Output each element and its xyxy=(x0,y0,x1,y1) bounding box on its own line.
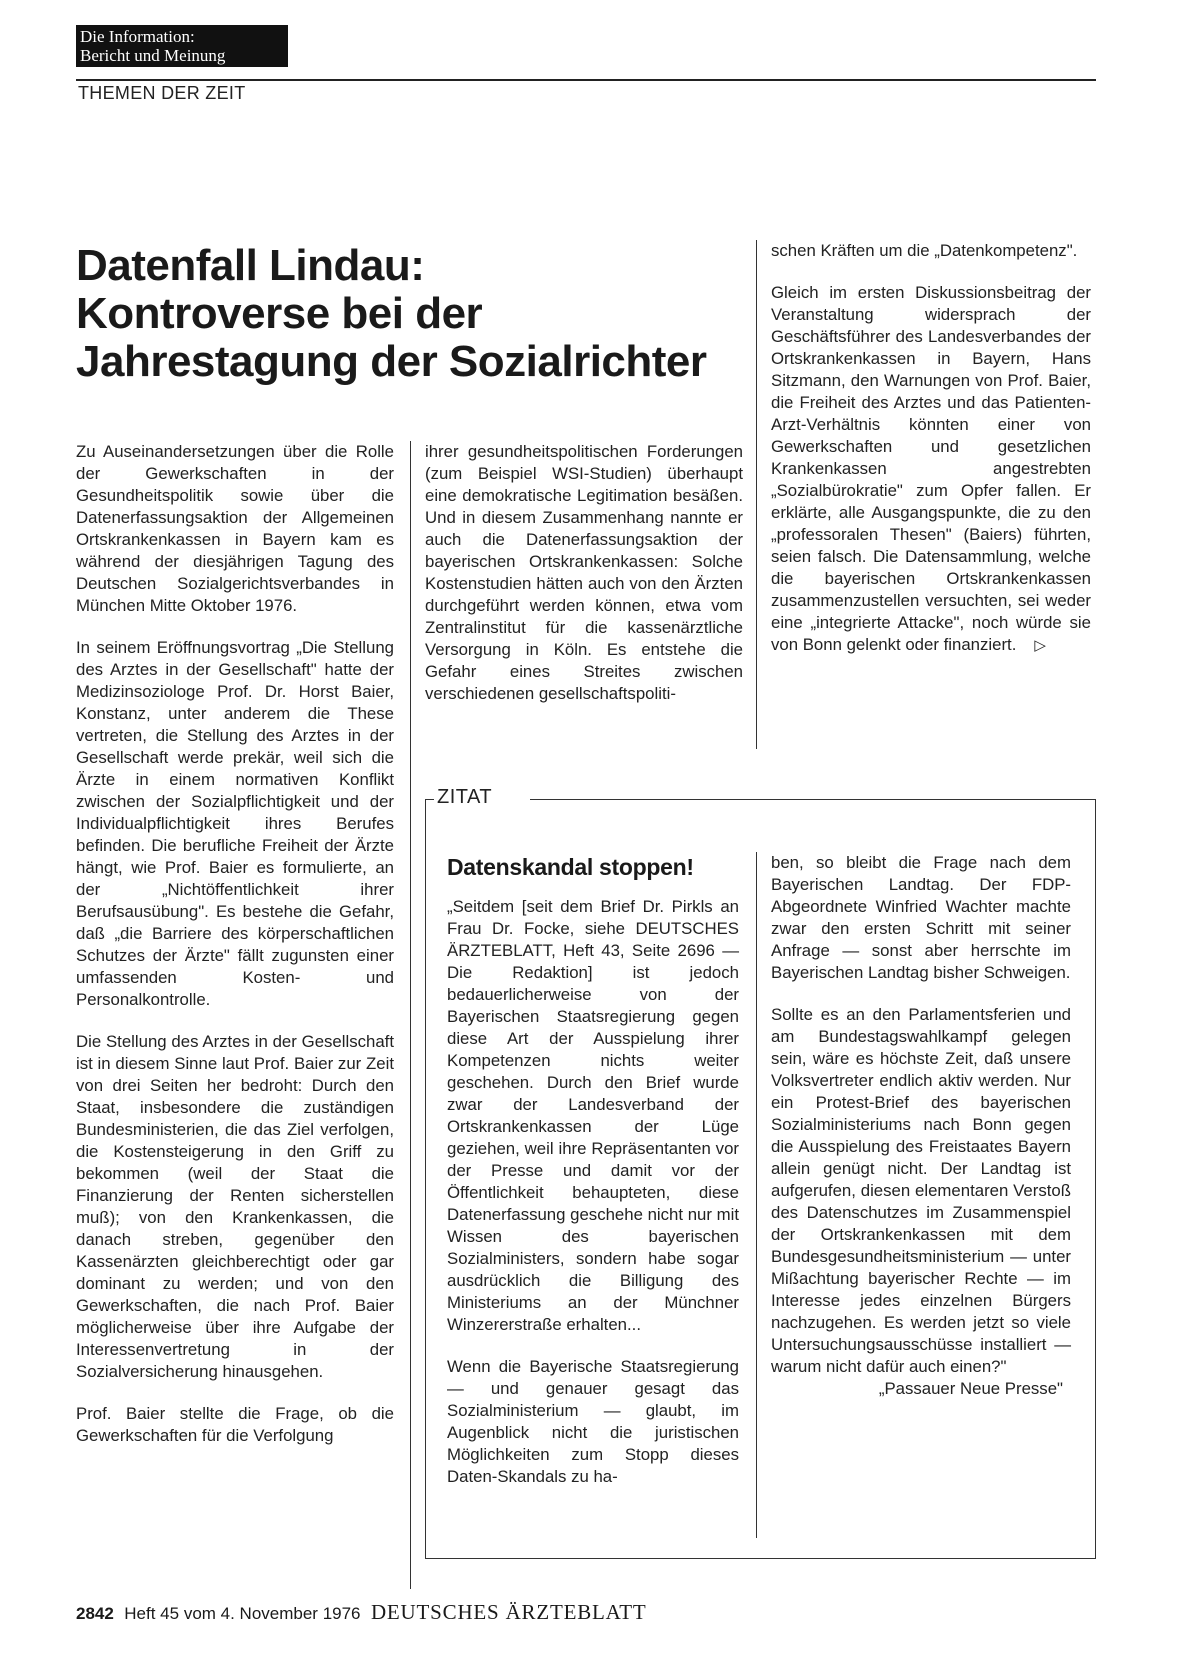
page-footer xyxy=(76,1600,647,1625)
paragraph: In seinem Eröffnungsvortrag „Die Stellung des Arztes in der Gesellschaft" hatte der Medizinsoziologe Prof. Dr. Horst Baier, Konstanz, unter anderem die These vertreten, die Stellung des Arztes in der Gesellschaft werde prekär, weil sich die Ärzte in einem normativen Konflikt zwischen der Sozialpflichtigkeit und der Individualpflichtigkeit ihres Berufes befinden. Die berufliche Freiheit der Ärzte hängt, wie Prof. Baier es formulierte, an der „Nichtöffentlichkeit ihrer Berufsausübung". Es bestehe die Gefahr, daß „die Barriere des körperschaftlichen Schutzes der Ärzte" fällt zugunsten einer umfassenden Kosten- und Personalkontrolle. xyxy=(76,638,394,1009)
paragraph: „Seitdem [seit dem Brief Dr. Pirkls an Frau Dr. Focke, siehe DEUTSCHES ÄRZTEBLATT, Heft 43, Seite 2696 — Die Redaktion] ist jedoch bedauerlicherweise von der Bayerischen Staatsregierung gegen diese Art der Ausspielung ihrer Kompetenzen nichts weiter geschehen. Durch den Brief wurde zwar der Landesverband der Ortskrankenkassen der Lüge geziehen, weil ihre Repräsentanten vor der Presse und damit vor der Öffentlichkeit behaupteten, diese Datenerfassung geschehe nicht nur mit Wissen des bayerischen Sozialministers, sondern habe sogar ausdrücklich die Billigung des Ministeriums an der Münchner Winzererstraße erhalten... xyxy=(447,897,739,1334)
column-divider xyxy=(756,240,757,749)
quote-box-top-rule xyxy=(425,799,434,800)
quote-source: „Passauer Neue Presse" xyxy=(878,1379,1063,1398)
badge-line-2: Bericht und Meinung xyxy=(80,46,226,65)
continue-arrow-icon: ▷ xyxy=(1034,637,1046,654)
paragraph-text: Gleich im ersten Diskussionsbeitrag der Veranstaltung widersprach der Geschäftsführer des Landesverbandes der Ortskrankenkassen in Bayern, Hans Sitzmann, den Warnungen von Prof. Baier, die Freiheit des Arztes und das Patienten-Arzt-Verhältnis könnten einer von Gewerkschaften und gesetzlichen Krankenkassen angestrebten „Sozialbürokratie" zum Opfer fallen. Er erklärte, alle Ausgangspunkte, die zu den „professoralen Thesen" (Baiers) führten, seien falsch. Die Datensammlung, welche die bayerischen Ortskrankenkassen zusammenzustellen versuchten, sei weder eine „integrierte Attacke", noch würde sie von Bonn gelenkt oder finanziert. xyxy=(771,283,1091,654)
page-number: 2842 xyxy=(76,1604,114,1623)
section-badge xyxy=(76,25,288,67)
column-divider xyxy=(756,852,757,1538)
headline-line-3: Jahrestagung der Sozialrichter xyxy=(76,337,707,386)
article-column-1 xyxy=(76,441,394,1447)
paragraph xyxy=(771,282,1091,657)
paragraph: Die Stellung des Arztes in der Gesellschaft ist in diesem Sinne laut Prof. Baier zur Zeit von drei Seiten her bedroht: Durch den Staat, insbesondere die zuständigen Bundesministerien, die das Ziel verfolgen, die Kostensteigerung in den Griff zu bekommen (weil der Staat die Finanzierung der Renten sicherstellen muß); von den Krankenkassen, die danach streben, gegenüber den Kassenärzten gleichberechtigt oder gar dominant zu werden; und von den Gewerkschaften, die nach Prof. Baier möglicherweise über ihre Aufgabe der Interessenvertretung in der Sozialversicherung hinausgehen. xyxy=(76,1032,394,1381)
paragraph: Wenn die Bayerische Staatsregierung — und genauer gesagt das Sozialministerium — glaubt, im Augenblick nicht die juristischen Möglichkeiten zum Stopp dieses Daten-Skandals zu ha- xyxy=(447,1357,739,1486)
paragraph: Sollte es an den Parlamentsferien und am Bundestagswahlkampf gelegen sein, wäre es höchste Zeit, daß unsere Volksvertreter endlich aktiv werden. Nur ein Protest-Brief des bayerischen Sozialministeriums nach Bonn gegen die Ausspielung des Freistaates Bayern allein genügt nicht. Der Landtag ist aufgerufen, diesen elementaren Verstoß des Datenschutzes im Zusammenspiel der Ortskrankenkassen mit dem Bundesgesundheitsministerium — unter Mißachtung bayerischer Rechte — im Interesse jedes einzelnen Bürgers nachzugehen. Es werden jetzt so viele Untersuchungsausschüsse installiert — warum nicht dafür auch einen?" xyxy=(771,1005,1071,1376)
quote-label: ZITAT xyxy=(437,786,493,808)
header-rule xyxy=(76,79,1096,81)
headline-line-2: Kontroverse bei der xyxy=(76,289,483,338)
issue-info: Heft 45 vom 4. November 1976 xyxy=(124,1604,361,1623)
article-column-3 xyxy=(771,240,1091,657)
headline-line-1: Datenfall Lindau: xyxy=(76,241,425,290)
column-divider xyxy=(410,441,411,1589)
quote-column-1 xyxy=(447,896,739,1488)
paragraph: schen Kräften um die „Datenkompetenz". xyxy=(771,241,1078,260)
section-label: THEMEN DER ZEIT xyxy=(78,83,246,103)
paragraph: ihrer gesundheitspolitischen Forderungen (zum Beispiel WSI-Studien) überhaupt eine demokratische Legitimation besäßen. Und in diesem Zusammenhang nannte er auch die Datenerfassungsaktion der bayerischen Ortskrankenkassen: Solche Kostenstudien hätten auch von den Ärzten durchgeführt werden können, etwa vom Zentralinstitut für die kassenärztliche Versorgung in Köln. Es entstehe die Gefahr eines Streites zwischen verschiedenen gesellschaftspoliti- xyxy=(425,442,743,703)
quote-title: Datenskandal stoppen! xyxy=(447,854,694,880)
quote-box-top-rule xyxy=(530,799,1096,800)
article-column-2 xyxy=(425,441,743,705)
badge-line-1: Die Information: xyxy=(80,27,195,46)
quote-column-2 xyxy=(771,852,1071,1400)
journal-name: DEUTSCHES ÄRZTEBLATT xyxy=(370,1600,647,1624)
paragraph: Prof. Baier stellte die Frage, ob die Gewerkschaften für die Verfolgung xyxy=(76,1404,394,1445)
article-headline xyxy=(76,242,756,386)
paragraph: Zu Auseinandersetzungen über die Rolle der Gewerkschaften in der Gesundheitspolitik sowie über die Datenerfassungsaktion der Allgemeinen Ortskrankenkassen in Bayern kam es während der diesjährigen Tagung des Deutschen Sozialgerichtsverbandes in München Mitte Oktober 1976. xyxy=(76,442,394,615)
paragraph: ben, so bleibt die Frage nach dem Bayerischen Landtag. Der FDP-Abgeordnete Winfried Wachter machte zwar den ersten Schritt mit seiner Anfrage — sonst aber herrschte im Bayerischen Landtag bisher Schweigen. xyxy=(771,853,1071,982)
